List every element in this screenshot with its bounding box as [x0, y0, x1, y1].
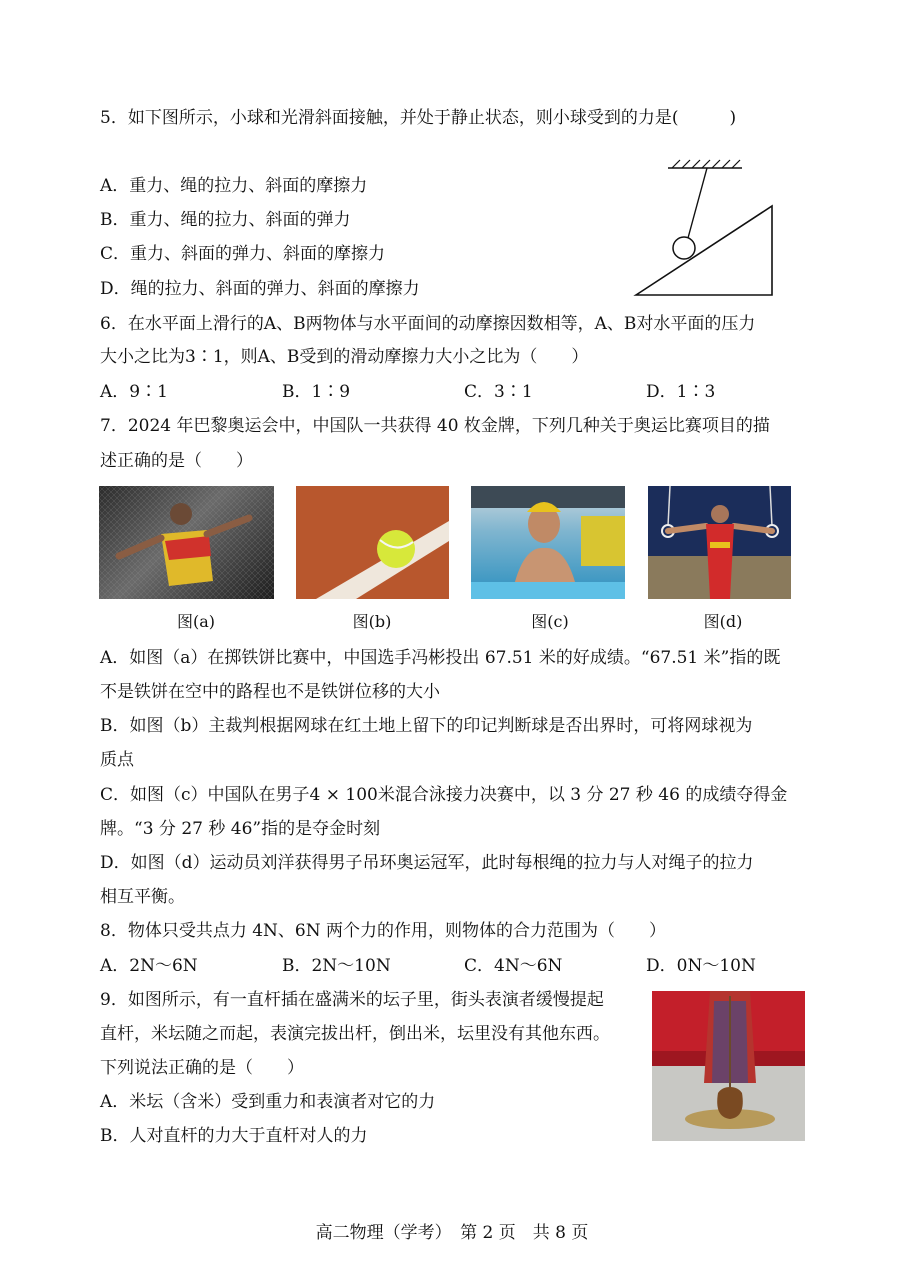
photo-swimmer — [471, 486, 625, 599]
q8-stem: 8．物体只受共点力 4N、6N 两个力的作用，则物体的合力范围为（ ） — [100, 921, 667, 941]
q7-option-b-line2: 质点 — [100, 750, 134, 770]
q5-option-b: B．重力、绳的拉力、斜面的弹力 — [100, 210, 351, 230]
ball — [673, 237, 695, 259]
q8-option-c: C．4N～6N — [464, 956, 563, 976]
q9-option-b: B．人对直杆的力大于直杆对人的力 — [100, 1126, 368, 1146]
q5-option-c: C．重力、斜面的弹力、斜面的摩擦力 — [100, 244, 386, 264]
rope — [688, 168, 707, 238]
q5-stem: 5．如下图所示，小球和光滑斜面接触，并处于静止状态，则小球受到的力是( ) — [100, 108, 737, 128]
q8-option-b: B．2N～10N — [282, 956, 391, 976]
photo-rings — [648, 486, 791, 599]
q8-option-a: A．2N～6N — [100, 956, 198, 976]
incline — [636, 206, 772, 295]
q5-option-a: A．重力、绳的拉力、斜面的摩擦力 — [100, 176, 368, 196]
q6-option-a: A．9∶1 — [100, 382, 168, 402]
q7-line1: 7．2024 年巴黎奥运会中，中国队一共获得 40 枚金牌，下列几种关于奥运比赛项目的描 — [100, 416, 770, 436]
q7-option-a-line2: 不是铁饼在空中的路程也不是铁饼位移的大小 — [100, 682, 440, 702]
q6-option-d: D．1∶3 — [646, 382, 716, 402]
photo-discus — [99, 486, 274, 599]
q7-option-c-line2: 牌。“3 分 27 秒 46”指的是夺金时刻 — [100, 819, 381, 839]
caption-c: 图(c) — [531, 612, 569, 631]
q7-line2: 述正确的是（ ） — [100, 451, 253, 471]
caption-b: 图(b) — [352, 612, 392, 631]
q7-option-a-line1: A．如图（a）在掷铁饼比赛中，中国选手冯彬投出 67.51 米的好成绩。“67.51 米”指的既 — [100, 648, 781, 668]
q9-line3: 下列说法正确的是（ ） — [100, 1058, 304, 1078]
q6-option-c: C．3∶1 — [464, 382, 533, 402]
q6-line2: 大小之比为3∶1，则A、B受到的滑动摩擦力大小之比为（ ） — [100, 347, 589, 367]
photo-rice-jar-performer — [652, 991, 805, 1141]
q7-option-c-line1: C．如图（c）中国队在男子4 × 100米混合泳接力决赛中，以 3 分 27 秒 46 的成绩夺得金 — [100, 785, 788, 805]
q9-option-a: A．米坛（含米）受到重力和表演者对它的力 — [100, 1092, 436, 1112]
q9-line2: 直杆，米坛随之而起，表演完拔出杆，倒出米，坛里没有其他东西。 — [100, 1024, 610, 1044]
page-footer: 高二物理（学考） 第 2 页 共 8 页 — [315, 1223, 589, 1243]
q9-line1: 9．如图所示，有一直杆插在盛满米的坛子里，街头表演者缓慢提起 — [100, 990, 604, 1010]
q7-option-d-line1: D．如图（d）运动员刘洋获得男子吊环奥运冠军，此时每根绳的拉力与人对绳子的拉力 — [100, 853, 754, 873]
q8-option-d: D．0N～10N — [646, 956, 756, 976]
q7-option-b-line1: B．如图（b）主裁判根据网球在红土地上留下的印记判断球是否出界时，可将网球视为 — [100, 716, 753, 736]
incline-ball-diagram — [630, 158, 780, 300]
q6-option-b: B．1∶9 — [282, 382, 351, 402]
q7-option-d-line2: 相互平衡。 — [100, 887, 185, 907]
photo-tennis-ball — [296, 486, 449, 599]
q6-line1: 6．在水平面上滑行的A、B两物体与水平面间的动摩擦因数相等，A、B对水平面的压力 — [100, 314, 756, 334]
caption-a: 图(a) — [176, 612, 216, 631]
caption-d: 图(d) — [703, 612, 743, 631]
q5-option-d: D．绳的拉力、斜面的弹力、斜面的摩擦力 — [100, 279, 420, 299]
